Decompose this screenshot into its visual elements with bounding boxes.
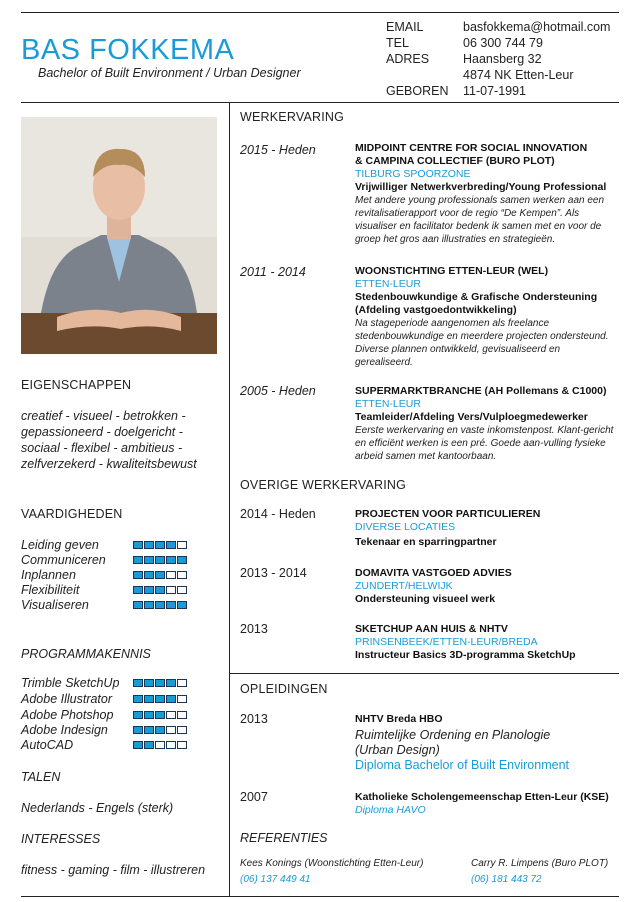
rating-box-empty [177,711,187,719]
software-rating [133,679,187,687]
rating-box-filled [166,695,176,703]
profile-photo-illustration [21,117,217,354]
other-work-period: 2013 [240,622,268,636]
work-role: Vrijwilliger Netwerkverbreding/Young Professional [355,181,607,193]
other-work-role: Ondersteuning visueel werk [355,593,496,605]
rating-box-empty [177,741,187,749]
rating-box-filled [177,601,187,609]
rating-box-empty [177,726,187,734]
resume-subtitle: Bachelor of Built Environment / Urban Designer [38,66,301,80]
other-work-location: PRINSENBEEK/ETTEN-LEUR/BREDA [355,636,538,648]
eigenschappen-line: gepassioneerd - doelgericht - [21,425,183,439]
rating-box-filled [155,556,165,564]
software-label: Trimble SketchUp [21,676,120,690]
contact-label-email: EMAIL [386,20,424,34]
referenties-title: REFERENTIES [240,831,328,845]
education-diploma: Diploma HAVO [355,804,426,816]
opleidingen-divider [229,673,619,674]
rating-box-filled [144,541,154,549]
other-work-organization: SKETCHUP AAN HUIS & NHTV [355,623,508,635]
rating-box-empty [177,541,187,549]
rating-box-filled [133,711,143,719]
rating-box-filled [144,711,154,719]
other-work-entry [355,508,617,549]
work-location: ETTEN-LEUR [355,398,421,410]
education-entry [355,791,617,817]
rating-box-filled [144,679,154,687]
skill-row [21,583,221,598]
other-work-period: 2013 - 2014 [240,566,307,580]
other-work-entry [355,623,617,662]
skill-label: Communiceren [21,553,106,567]
talen-title: TALEN [21,770,61,784]
software-row [21,738,221,753]
rating-box-filled [155,571,165,579]
rating-box-filled [177,556,187,564]
skill-rating [133,586,187,594]
rating-box-filled [144,741,154,749]
work-role: Teamleider/Afdeling Vers/Vulploegmedewerker [355,411,588,423]
rating-box-empty [155,741,165,749]
rating-box-empty [166,726,176,734]
rating-box-filled [155,586,165,594]
contact-email[interactable]: basfokkema@hotmail.com [463,20,611,34]
other-work-entry [355,567,617,606]
contact-label-tel: TEL [386,36,409,50]
rating-box-filled [133,679,143,687]
rating-box-filled [133,695,143,703]
interesses-title: INTERESSES [21,832,101,846]
eigenschappen-title: EIGENSCHAPPEN [21,378,132,392]
rating-box-filled [133,741,143,749]
eigenschappen-list [21,408,197,472]
eigenschappen-line: creatief - visueel - betrokken - [21,409,186,423]
rating-box-empty [177,679,187,687]
skill-row [21,538,221,553]
rating-box-empty [177,695,187,703]
software-row [21,708,221,723]
reference-name: Carry R. Limpens (Buro PLOT) [471,858,609,869]
skill-rating [133,541,187,549]
work-description: Na stageperiode aangenomen als freelance stedenbouwkundige en meerdere projecten ondersteund. Diverse plannen ontwikkeld, gevisualiseerd en gerealiseerd. [355,318,609,368]
rating-box-filled [155,695,165,703]
skill-label: Leiding geven [21,538,99,552]
work-entry [355,265,617,369]
skill-rating [133,556,187,564]
work-entry [355,385,617,463]
header-divider [21,102,619,103]
work-organization: MIDPOINT CENTRE FOR SOCIAL INNOVATION [355,142,588,154]
interesses-text: fitness - gaming - film - illustreren [21,863,206,877]
work-period: 2011 - 2014 [240,265,306,279]
other-work-period: 2014 - Heden [240,507,316,521]
work-organization: SUPERMARKTBRANCHE (AH Pollemans & C1000) [355,385,607,397]
software-rating [133,726,187,734]
reference-phone[interactable]: (06) 137 449 41 [240,874,311,885]
education-period: 2013 [240,712,268,726]
software-label: Adobe Indesign [21,723,108,737]
rating-box-empty [166,741,176,749]
overige-title: OVERIGE WERKERVARING [240,478,407,492]
vaardigheden-title: VAARDIGHEDEN [21,507,123,521]
rating-box-filled [155,711,165,719]
skill-rating [133,571,187,579]
contact-address-street: Haansberg 32 [463,52,542,66]
software-row [21,692,221,707]
rating-box-filled [133,571,143,579]
contact-tel[interactable]: 06 300 744 79 [463,36,543,50]
skill-rating [133,601,187,609]
rating-box-filled [144,601,154,609]
reference-name: Kees Konings (Woonstichting Etten-Leur) [240,858,424,869]
software-row [21,676,221,691]
skill-row [21,553,221,568]
work-description: Met andere young professionals samen werken aan een revitalisatierapport voor de regio “De Kempen”. Als visualiser en facilitator bedenk ik samen met en voor de groep het gros aan illustraties en strategieën. [355,195,605,245]
rating-box-empty [166,571,176,579]
rating-box-filled [144,571,154,579]
programmakennis-title: PROGRAMMAKENNIS [21,647,151,661]
rating-box-filled [166,541,176,549]
work-period: 2015 - Heden [240,143,316,157]
rating-box-empty [166,586,176,594]
education-entry [355,713,617,773]
contact-birthdate: 11-07-1991 [463,84,527,98]
rating-box-filled [144,726,154,734]
rating-box-filled [133,541,143,549]
other-work-role: Tekenaar en sparringpartner [355,536,497,548]
rating-box-empty [177,571,187,579]
contact-label-geboren: GEBOREN [386,84,449,98]
software-rating [133,741,187,749]
rating-box-filled [133,601,143,609]
rating-box-filled [144,556,154,564]
software-label: Adobe Illustrator [21,692,113,706]
other-work-organization: PROJECTEN VOOR PARTICULIEREN [355,508,541,520]
column-divider [229,102,230,897]
profile-photo [21,117,217,354]
work-role: Stedenbouwkundige & Grafische Ondersteuning (Afdeling vastgoedontwikkeling) [355,291,598,316]
software-label: AutoCAD [21,738,74,752]
software-rating [133,711,187,719]
contact-labels [386,19,449,99]
opleidingen-title: OPLEIDINGEN [240,682,328,696]
skill-label: Inplannen [21,568,76,582]
software-rating [133,695,187,703]
work-entry [355,142,617,246]
education-study: Ruimtelijke Ordening en Planologie [355,728,551,742]
work-period: 2005 - Heden [240,384,316,398]
rating-box-filled [166,556,176,564]
education-diploma: Diploma Bachelor of Built Environment [355,758,569,772]
work-organization: WOONSTICHTING ETTEN-LEUR (WEL) [355,265,549,277]
rating-box-filled [155,601,165,609]
other-work-location: ZUNDERT/HELWIJK [355,580,453,592]
rating-box-filled [166,679,176,687]
rating-box-filled [166,601,176,609]
education-school: NHTV Breda HBO [355,713,443,725]
rating-box-filled [155,726,165,734]
software-label: Adobe Photshop [21,708,114,722]
rating-box-filled [144,586,154,594]
bottom-rule [21,896,619,897]
eigenschappen-line: zelfverzekerd - kwaliteitsbewust [21,457,197,471]
other-work-location: DIVERSE LOCATIES [355,521,456,533]
rating-box-empty [177,586,187,594]
software-row [21,723,221,738]
other-work-organization: DOMAVITA VASTGOED ADVIES [355,567,512,579]
contact-values [463,19,610,99]
eigenschappen-line: sociaal - flexibel - ambitieus - [21,441,183,455]
work-location: ETTEN-LEUR [355,278,421,290]
education-study-line2: (Urban Design) [355,743,440,757]
contact-label-blank [386,67,449,83]
work-description: Eerste werkervaring en vaste inkomstenpost. Klant-gericht en efficiënt werken is een pré. Goede aan-vulling fysieke arbeid samen met kantoorbaan. [355,425,614,462]
top-rule [21,12,619,13]
work-location: TILBURG SPOORZONE [355,168,471,180]
rating-box-filled [155,541,165,549]
skill-label: Flexibiliteit [21,583,80,597]
talen-text: Nederlands - Engels (sterk) [21,801,174,815]
other-work-role: Instructeur Basics 3D-programma SketchUp [355,649,576,661]
werkervaring-title: WERKERVARING [240,110,345,124]
rating-box-filled [155,679,165,687]
contact-label-adres: ADRES [386,52,430,66]
skill-label: Visualiseren [21,598,89,612]
education-school: Katholieke Scholengemeenschap Etten-Leur (KSE) [355,791,609,803]
rating-box-filled [144,695,154,703]
resume-name: BAS FOKKEMA [21,34,235,66]
reference-phone[interactable]: (06) 181 443 72 [471,874,542,885]
rating-box-filled [133,586,143,594]
rating-box-filled [133,556,143,564]
education-period: 2007 [240,790,268,804]
contact-address-city: 4874 NK Etten-Leur [463,68,574,82]
work-organization-line2: & CAMPINA COLLECTIEF (BURO PLOT) [355,155,555,167]
rating-box-empty [166,711,176,719]
rating-box-filled [133,726,143,734]
skill-row [21,568,221,583]
skill-row [21,598,221,613]
